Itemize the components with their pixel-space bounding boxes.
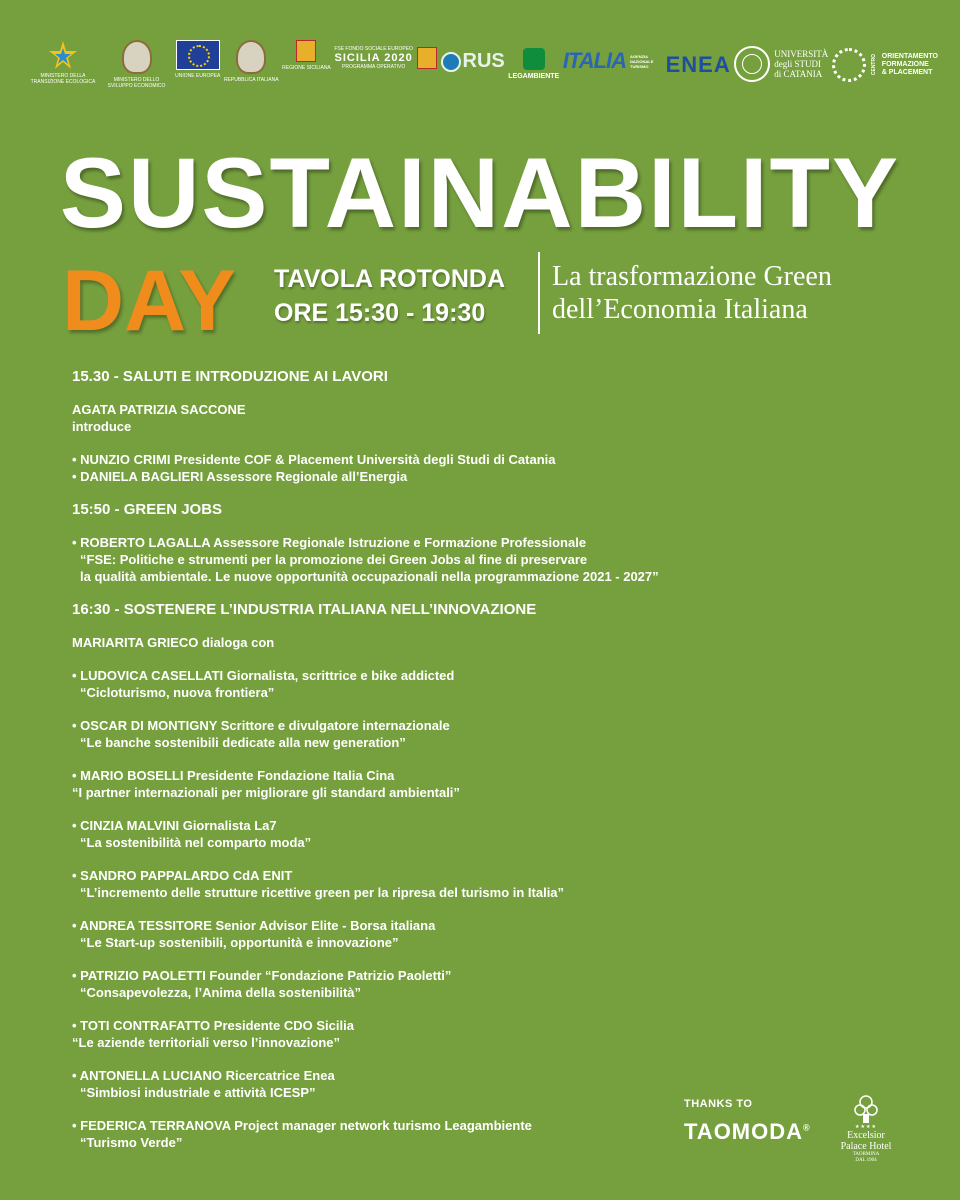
event-title-day: DAY <box>62 253 236 349</box>
speaker-name: • CINZIA MALVINI Giornalista La7 <box>72 818 277 833</box>
speaker-item <box>72 1067 832 1101</box>
logo-eu-caption: UNIONE EUROPEA <box>175 73 221 79</box>
university-seal-icon <box>734 46 770 82</box>
moderator-line: MARIARITA GRIECO dialoga con <box>72 635 275 650</box>
speaker-name: • ANTONELLA LUCIANO Ricercatrice Enea <box>72 1068 335 1083</box>
fse-main-text: SICILIA 2020 <box>334 52 413 64</box>
fse-top-text: FSE FONDO SOCIALE EUROPEO <box>334 46 413 52</box>
speaker-talk: “Simbiosi industriale e attività ICESP” <box>80 1085 316 1100</box>
logo-mise <box>102 40 172 89</box>
fse-bottom-text: PROGRAMMA OPERATIVO <box>342 64 406 70</box>
header-divider <box>538 252 540 334</box>
hotel-since: DAL 1904 <box>855 1158 877 1163</box>
speaker-talk: “Cicloturismo, nuova frontiera” <box>80 685 275 700</box>
section-heading-industry: 16:30 - SOSTENERE L’INDUSTRIA ITALIANA NELL’INNOVAZIONE <box>72 601 537 618</box>
speaker-name: • LUDOVICA CASELLATI Giornalista, scrittrice e bike addicted <box>72 668 455 683</box>
speaker-talk: “Turismo Verde” <box>80 1135 183 1150</box>
speaker-line: • NUNZIO CRIMI Presidente COF & Placement Università degli Studi di Catania <box>72 452 556 467</box>
partner-logos-bar <box>28 40 938 96</box>
speaker-talk: “I partner internazionali per migliorare gli standard ambientali” <box>72 785 460 800</box>
italian-emblem-icon <box>122 40 152 74</box>
tavola-rotonda-label: TAVOLA ROTONDA <box>274 265 506 293</box>
speaker-talk: “Le Start-up sostenibili, opportunità e innovazione” <box>80 935 399 950</box>
talk-line: la qualità ambientale. Le nuove opportunità occupazionali nella programmazione 2021 - 2027” <box>80 569 659 584</box>
hotel-name-line-2: Palace Hotel <box>840 1141 892 1152</box>
logo-italy-caption: REPUBBLICA ITALIANA <box>223 77 279 83</box>
section-heading-green-jobs: 15:50 - GREEN JOBS <box>72 501 223 518</box>
speaker-talk: “Le aziende territoriali verso l’innovazione” <box>72 1035 341 1050</box>
logo-fse <box>334 46 437 70</box>
host-name: AGATA PATRIZIA SACCONE <box>72 402 246 417</box>
eu-flag-icon <box>176 40 220 70</box>
speaker-name: • FEDERICA TERRANOVA Project manager network turismo Leagambiente <box>72 1118 532 1133</box>
hotel-city: TAORMINA <box>852 1152 880 1157</box>
excelsior-hotel-logo <box>828 1094 904 1164</box>
speaker-item <box>72 1017 832 1051</box>
star-icon <box>48 40 78 70</box>
speaker-talk: “Le banche sostenibili dedicate alla new generation” <box>80 735 406 750</box>
speaker-name: • OSCAR DI MONTIGNY Scrittore e divulgatore internazionale <box>72 718 450 733</box>
registered-mark: ® <box>803 1122 811 1133</box>
program-list <box>72 368 832 1151</box>
speaker-name: • TOTI CONTRAFATTO Presidente CDO Sicilia <box>72 1018 354 1033</box>
taomoda-text: TAOMODA <box>684 1119 804 1144</box>
speaker-line: • ROBERTO LAGALLA Assessore Regionale Istruzione e Formazione Professionale <box>72 535 587 550</box>
speaker-item <box>72 817 832 851</box>
speaker-talk: “La sostenibilità nel comparto moda” <box>80 835 312 850</box>
logo-mise-caption: MINISTERO DELLO SVILUPPO ECONOMICO <box>107 77 166 89</box>
intro-host <box>72 401 832 435</box>
subtitle-line-1: La trasformazione Green <box>552 261 832 292</box>
logo-cof <box>832 48 938 82</box>
event-format <box>274 262 505 330</box>
logo-sicily-caption: REGIONE SICILIANA <box>282 65 331 71</box>
legambiente-text: LEGAMBIENTE <box>508 73 560 80</box>
intro-speakers <box>72 451 832 485</box>
unict-line-3: di CATANIA <box>774 69 823 79</box>
logo-rus <box>441 50 505 73</box>
hotel-crest-icon <box>853 1094 879 1124</box>
trinacria-icon <box>296 40 316 62</box>
event-time: ORE 15:30 - 19:30 <box>274 299 486 327</box>
section-heading-intro: 15.30 - SALUTI E INTRODUZIONE AI LAVORI <box>72 368 388 385</box>
logo-legambiente <box>508 48 559 80</box>
unict-line-2: degli STUDI <box>774 59 821 69</box>
hotel-stars: ★★★★ <box>855 1125 877 1130</box>
logo-unict <box>734 46 828 82</box>
logo-italy <box>224 40 279 83</box>
logo-enea: ENEA <box>665 52 731 77</box>
rus-text: RUS <box>462 50 505 72</box>
speaker-name: • ANDREA TESSITORE Senior Advisor Elite - Borsa italiana <box>72 918 436 933</box>
event-subtitle <box>552 260 832 326</box>
speaker-line: • DANIELA BAGLIERI Assessore Regionale all’Energia <box>72 469 408 484</box>
speaker-item <box>72 917 832 951</box>
speaker-name: • MARIO BOSELLI Presidente Fondazione Italia Cina <box>72 768 395 783</box>
green-jobs-speaker <box>72 534 832 585</box>
logo-mite-caption: MINISTERO DELLA TRANSIZIONE ECOLOGICA <box>30 73 96 85</box>
thanks-to-label: THANKS TO <box>684 1098 753 1110</box>
speaker-item <box>72 867 832 901</box>
legambiente-leaf-icon <box>523 48 545 70</box>
logo-italia <box>563 48 662 74</box>
logo-eu <box>175 40 220 79</box>
speaker-item <box>72 967 832 1001</box>
rus-globe-icon <box>441 52 461 72</box>
cof-flower-icon <box>832 48 866 82</box>
logo-sicily <box>282 40 331 71</box>
speaker-item <box>72 717 832 751</box>
italia-sub-text: AGENZIA NAZIONALE TURISMO <box>630 53 654 69</box>
talk-line: “FSE: Politiche e strumenti per la promozione dei Green Jobs al fine di preservare <box>80 552 588 567</box>
italian-emblem-icon <box>236 40 266 74</box>
taomoda-logo <box>684 1119 811 1145</box>
speaker-talk: “Consapevolezza, l’Anima della sostenibilità” <box>80 985 362 1000</box>
cof-line-1: ORIENTAMENTO <box>881 53 938 60</box>
logo-mite <box>28 40 98 85</box>
unict-line-1: UNIVERSITÀ <box>774 49 829 59</box>
speaker-name: • SANDRO PAPPALARDO CdA ENIT <box>72 868 293 883</box>
subtitle-line-2: dell’Economia Italiana <box>552 294 808 325</box>
cof-side-text: CENTRO <box>870 54 877 76</box>
trinacria-icon <box>417 47 437 69</box>
speaker-item <box>72 767 832 801</box>
event-title: SUSTAINABILITY <box>59 137 901 248</box>
speaker-talk: “L’incremento delle strutture ricettive green per la ripresa del turismo in Italia” <box>80 885 565 900</box>
cof-line-2: FORMAZIONE <box>881 61 929 68</box>
cof-line-3: & PLACEMENT <box>881 69 933 76</box>
hotel-name-line-1: Excelsior <box>847 1130 885 1141</box>
host-role: introduce <box>72 419 132 434</box>
speaker-item <box>72 667 832 701</box>
speaker-name: • PATRIZIO PAOLETTI Founder “Fondazione Patrizio Paoletti” <box>72 968 452 983</box>
italia-text: ITALIA <box>562 48 627 73</box>
